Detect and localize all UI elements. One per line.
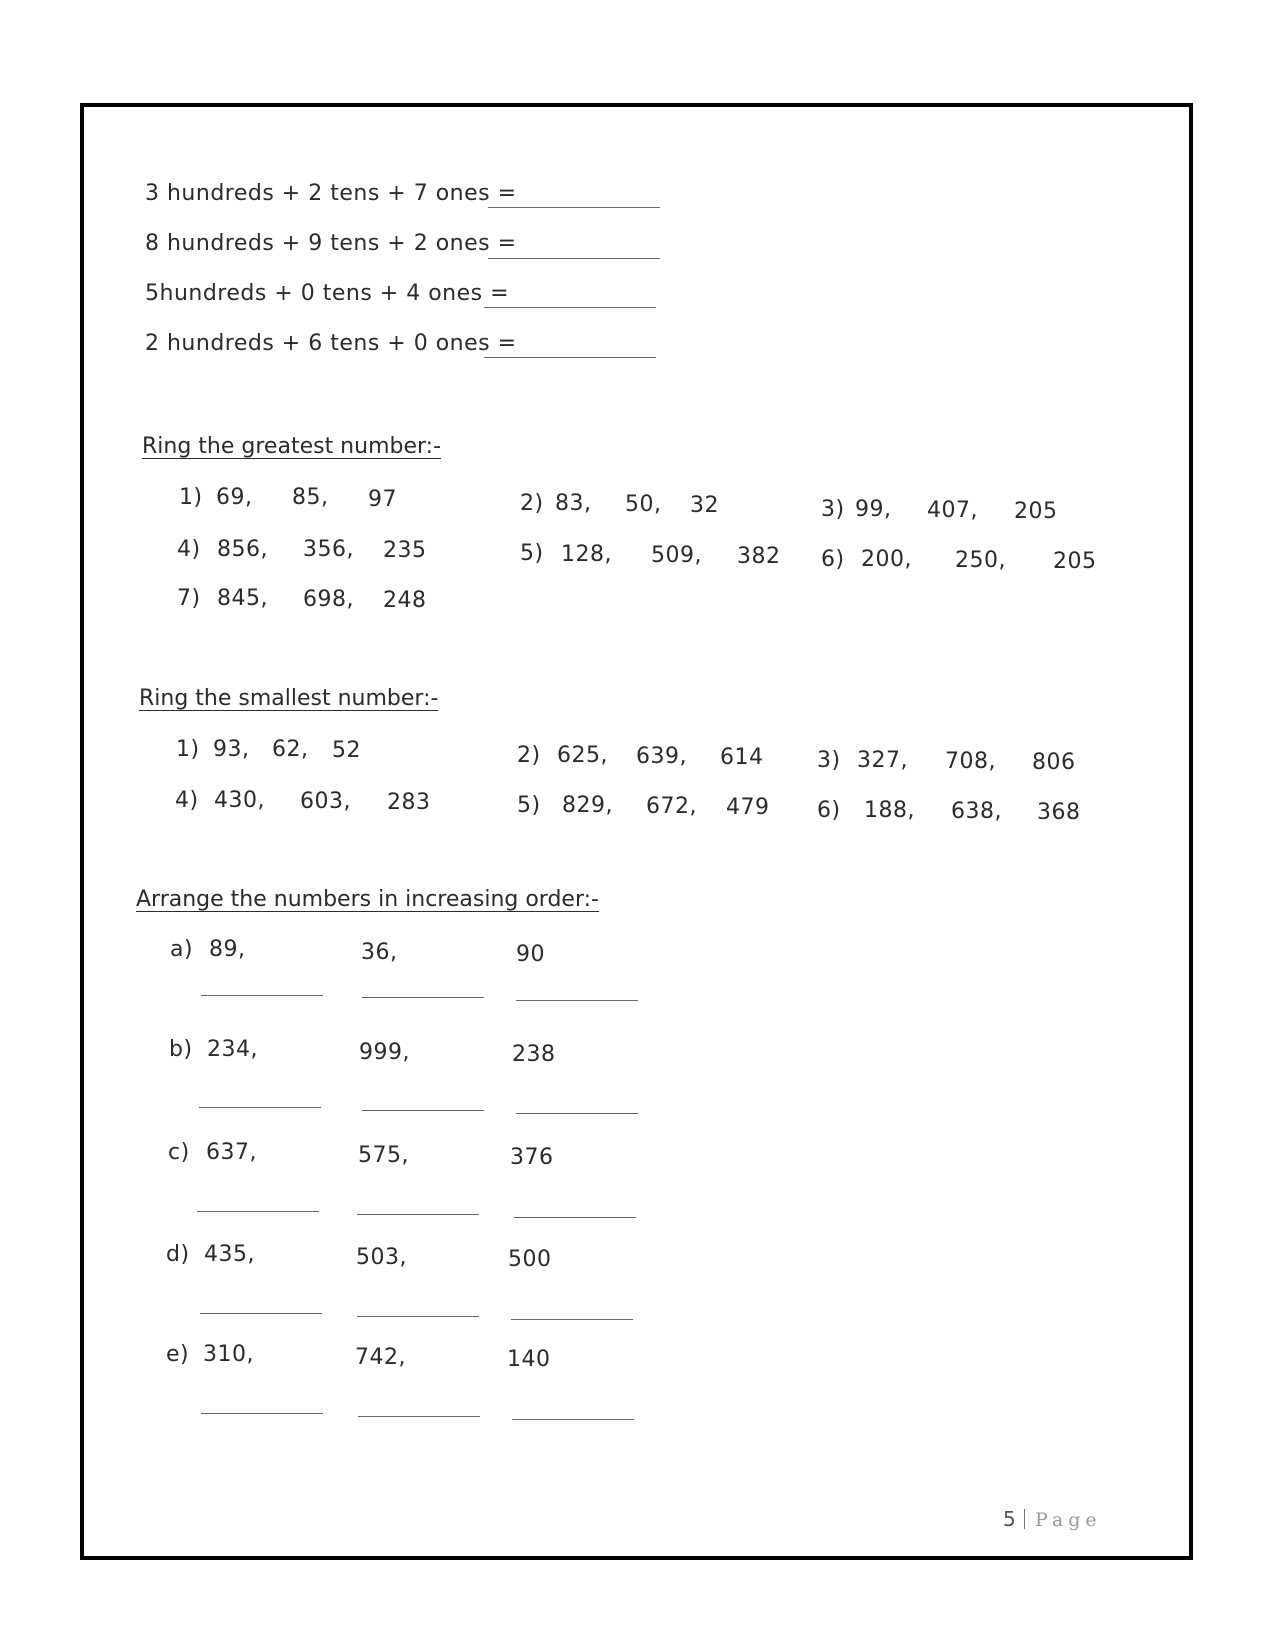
item-label: 1) — [179, 485, 203, 510]
section-heading: Ring the smallest number:- — [139, 686, 439, 711]
number-option[interactable]: 856, — [217, 537, 268, 562]
item-label: b) — [169, 1037, 193, 1062]
section-heading: Ring the greatest number:- — [142, 434, 442, 459]
answer-blank[interactable] — [201, 995, 323, 996]
item-label: 7) — [177, 586, 201, 611]
number-value: 90 — [516, 942, 545, 967]
answer-blank[interactable] — [197, 1211, 319, 1212]
number-value: 637, — [206, 1140, 257, 1165]
answer-blank[interactable] — [511, 1319, 633, 1320]
number-option[interactable]: 250, — [955, 548, 1006, 573]
number-option[interactable]: 479 — [726, 795, 770, 820]
number-value: 310, — [203, 1342, 254, 1367]
item-label: 2) — [520, 491, 544, 516]
number-option[interactable]: 382 — [737, 544, 781, 569]
answer-blank[interactable] — [516, 1000, 638, 1001]
number-option[interactable]: 128, — [561, 542, 612, 567]
item-label: 1) — [176, 737, 200, 762]
number-value: 376 — [510, 1145, 554, 1170]
number-option[interactable]: 205 — [1053, 549, 1097, 574]
number-option[interactable]: 845, — [217, 586, 268, 611]
answer-blank[interactable] — [488, 207, 660, 208]
number-option[interactable]: 672, — [646, 794, 697, 819]
number-value: 575, — [358, 1143, 409, 1168]
number-option[interactable]: 85, — [292, 485, 329, 510]
number-value: 89, — [209, 937, 246, 962]
equation-text: 2 hundreds + 6 tens + 0 ones = — [145, 331, 517, 356]
number-option[interactable]: 603, — [300, 789, 351, 814]
answer-blank[interactable] — [200, 1313, 322, 1314]
number-value: 234, — [207, 1037, 258, 1062]
number-option[interactable]: 708, — [945, 749, 996, 774]
item-label: 2) — [517, 743, 541, 768]
item-label: 4) — [175, 788, 199, 813]
number-option[interactable]: 698, — [303, 587, 354, 612]
answer-blank[interactable] — [362, 997, 484, 998]
number-option[interactable]: 62, — [272, 737, 309, 762]
number-option[interactable]: 235 — [383, 538, 427, 563]
answer-blank[interactable] — [362, 1110, 484, 1111]
item-label: e) — [166, 1342, 190, 1367]
item-label: 3) — [821, 497, 845, 522]
number-value: 140 — [507, 1347, 551, 1372]
answer-blank[interactable] — [484, 307, 656, 308]
answer-blank[interactable] — [516, 1113, 638, 1114]
number-option[interactable]: 368 — [1037, 800, 1081, 825]
number-option[interactable]: 32 — [690, 493, 719, 518]
footer-divider — [1024, 1509, 1025, 1529]
number-option[interactable]: 50, — [625, 492, 662, 517]
answer-blank[interactable] — [512, 1419, 634, 1420]
item-label: d) — [166, 1242, 190, 1267]
item-label: 3) — [817, 748, 841, 773]
number-option[interactable]: 99, — [855, 497, 892, 522]
number-option[interactable]: 52 — [332, 738, 361, 763]
number-option[interactable]: 638, — [951, 799, 1002, 824]
number-option[interactable]: 248 — [383, 588, 427, 613]
number-option[interactable]: 614 — [720, 745, 764, 770]
number-value: 999, — [359, 1040, 410, 1065]
equation-text: 5hundreds + 0 tens + 4 ones = — [145, 281, 510, 306]
item-label: 5) — [520, 541, 544, 566]
item-label: a) — [170, 937, 194, 962]
equation-text: 3 hundreds + 2 tens + 7 ones = — [145, 181, 517, 206]
page-label: Page — [1035, 1509, 1102, 1531]
answer-blank[interactable] — [357, 1214, 479, 1215]
item-label: 4) — [177, 537, 201, 562]
item-label: 6) — [817, 798, 841, 823]
number-option[interactable]: 327, — [857, 748, 908, 773]
number-value: 503, — [356, 1245, 407, 1270]
answer-blank[interactable] — [201, 1413, 323, 1414]
page-number: 5 — [1003, 1507, 1016, 1531]
item-label: 6) — [821, 547, 845, 572]
number-option[interactable]: 283 — [387, 790, 431, 815]
number-option[interactable]: 93, — [213, 737, 250, 762]
number-option[interactable]: 430, — [214, 788, 265, 813]
answer-blank[interactable] — [357, 1316, 479, 1317]
number-option[interactable]: 200, — [861, 547, 912, 572]
number-value: 36, — [361, 940, 398, 965]
number-option[interactable]: 69, — [216, 485, 253, 510]
number-value: 742, — [355, 1345, 406, 1370]
number-option[interactable]: 509, — [651, 543, 702, 568]
number-option[interactable]: 83, — [555, 491, 592, 516]
number-option[interactable]: 625, — [557, 743, 608, 768]
number-option[interactable]: 407, — [927, 498, 978, 523]
number-option[interactable]: 639, — [636, 744, 687, 769]
number-value: 435, — [204, 1242, 255, 1267]
number-value: 238 — [512, 1042, 556, 1067]
number-option[interactable]: 97 — [368, 487, 397, 512]
number-option[interactable]: 829, — [562, 793, 613, 818]
answer-blank[interactable] — [358, 1416, 480, 1417]
answer-blank[interactable] — [514, 1217, 636, 1218]
answer-blank[interactable] — [488, 258, 660, 259]
item-label: 5) — [517, 793, 541, 818]
number-value: 500 — [508, 1247, 552, 1272]
answer-blank[interactable] — [484, 357, 656, 358]
number-option[interactable]: 806 — [1032, 750, 1076, 775]
number-option[interactable]: 205 — [1014, 499, 1058, 524]
answer-blank[interactable] — [199, 1107, 321, 1108]
number-option[interactable]: 356, — [303, 537, 354, 562]
section-heading: Arrange the numbers in increasing order:- — [136, 887, 599, 912]
item-label: c) — [168, 1140, 190, 1165]
equation-text: 8 hundreds + 9 tens + 2 ones = — [145, 231, 517, 256]
number-option[interactable]: 188, — [864, 798, 915, 823]
